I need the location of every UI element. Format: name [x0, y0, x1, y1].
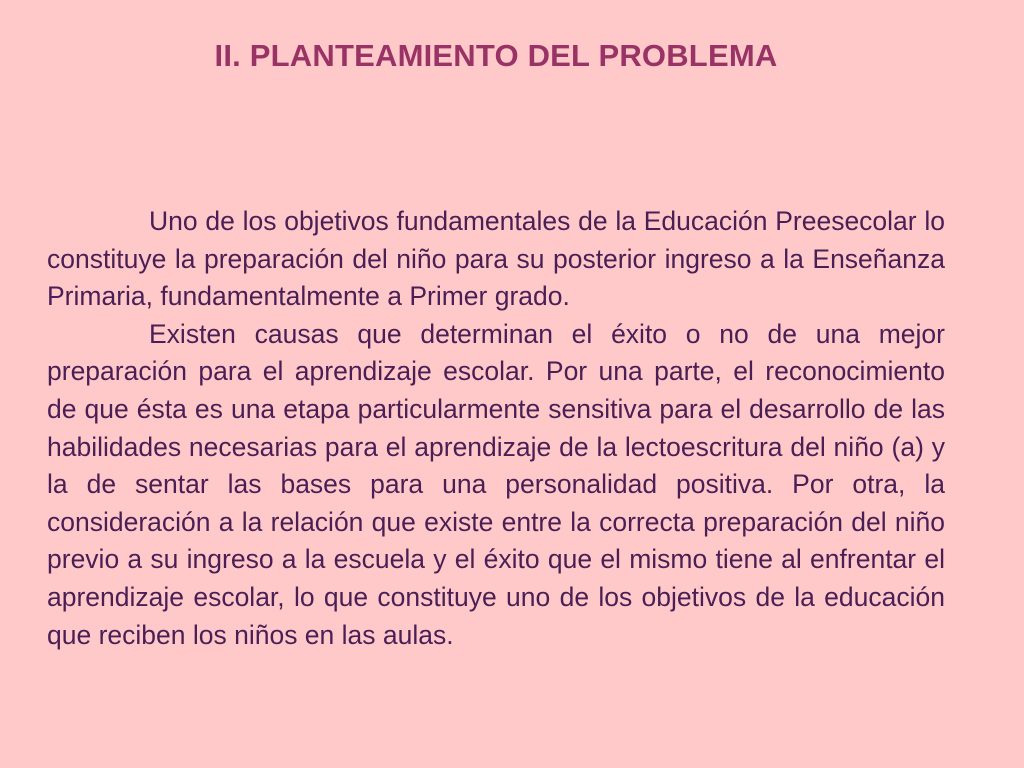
- slide-body: [47, 203, 945, 654]
- paragraph-1: Uno de los objetivos fundamentales de la Educación Preesecolar lo constituye la preparación del niño para su posterior ingreso a la Enseñanza Primaria, fundamentalmente a Primer grado.: [47, 206, 945, 312]
- slide-title: II. PLANTEAMIENTO DEL PROBLEMA: [214, 38, 778, 73]
- paragraph-2: Existen causas que determinan el éxito o no de una mejor preparación para el aprendizaje escolar. Por una parte, el reconocimiento de que ésta es una etapa particularmente sensitiva para el desarrollo de las habilidades necesarias para el aprendizaje de la lectoescritura del niño (a) y la de sentar las bases para una personalidad positiva. Por otra, la consideración a la relación que existe entre la correcta preparación del niño previo a su ingreso a la escuela y el éxito que el mismo tiene al enfrentar el aprendizaje escolar, lo que constituye uno de los objetivos de la educación que reciben los niños en las aulas.: [47, 318, 945, 650]
